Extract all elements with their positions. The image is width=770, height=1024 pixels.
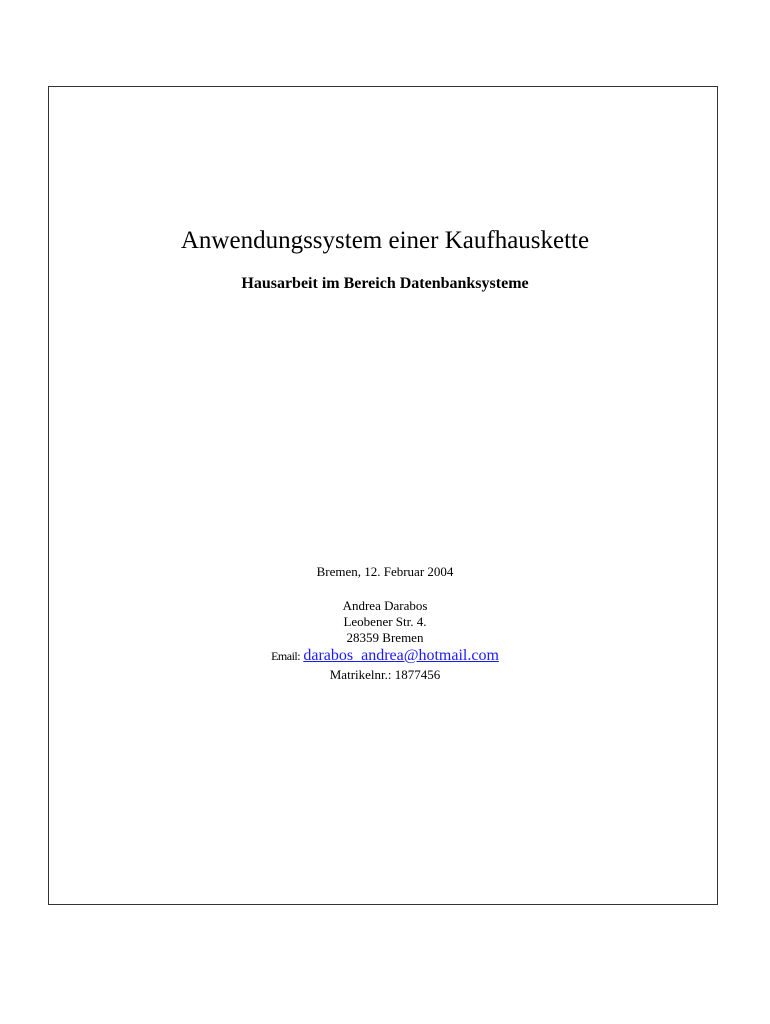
email-link[interactable]: darabos_andrea@hotmail.com [303, 647, 499, 664]
email-label: Email: [271, 649, 301, 663]
page-border-frame [48, 86, 718, 905]
author-street: Leobener Str. 4. [343, 614, 427, 629]
document-title: Anwendungssystem einer Kaufhauskette [180, 227, 590, 254]
date-line: Bremen, 12. Februar 2004 [316, 564, 454, 579]
author-city: 28359 Bremen [346, 630, 424, 645]
document-subtitle: Hausarbeit im Bereich Datenbanksysteme [241, 275, 529, 292]
email-line [0, 646, 770, 666]
matrikel-number: Matrikelnr.: 1877456 [329, 667, 441, 682]
author-name: Andrea Darabos [342, 598, 428, 613]
